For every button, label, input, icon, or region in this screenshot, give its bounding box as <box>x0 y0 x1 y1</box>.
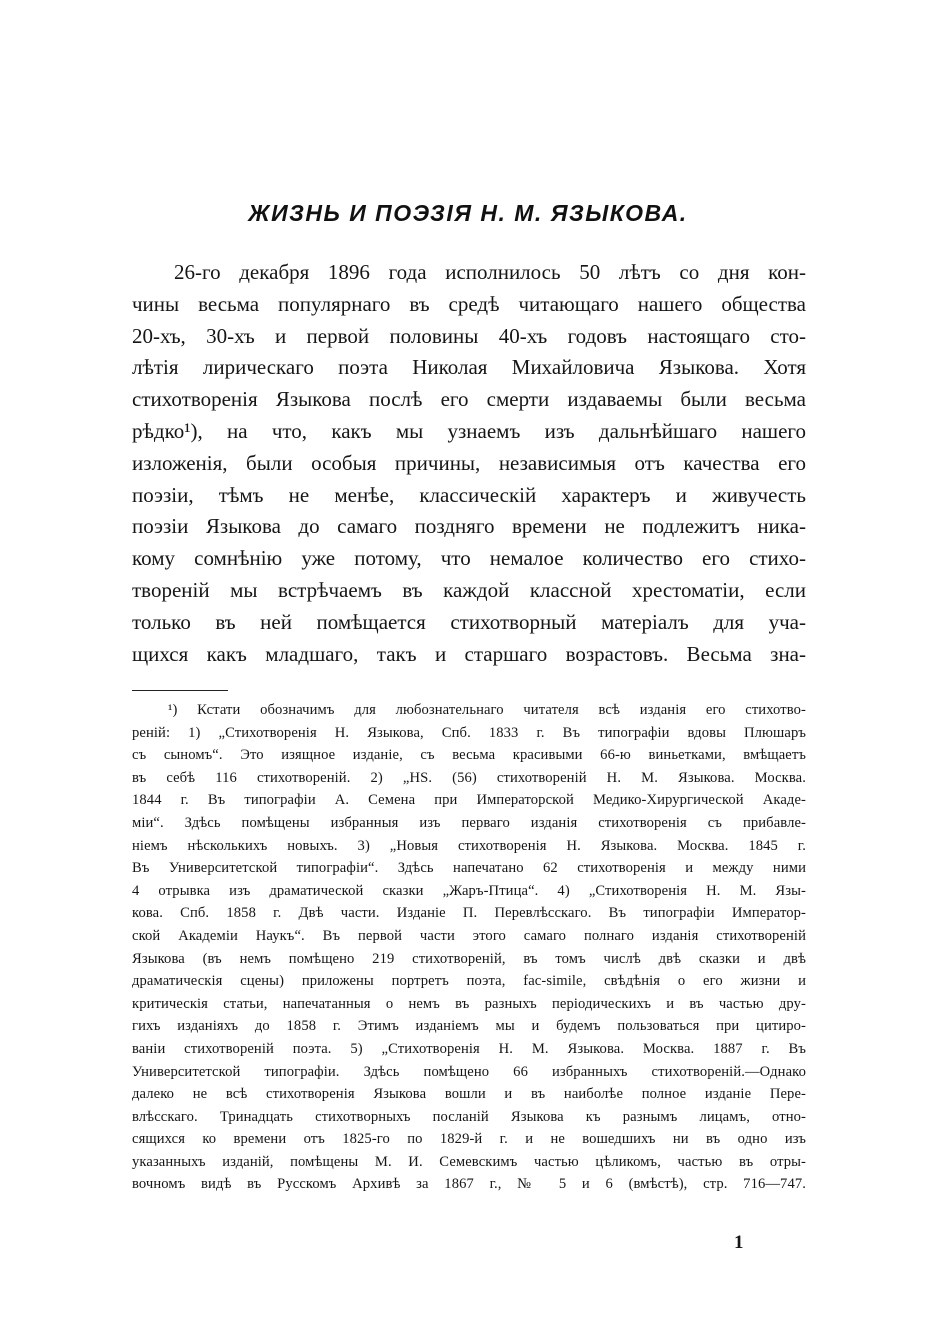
footnote-line: Въ Университетской типографіи“. Здѣсь напечатано 62 стихотворенія и между ними <box>132 860 806 877</box>
footnote-line: влѣсскаго. Тринадцать стихотворныхъ посланій Языкова къ разнымъ лицамъ, отно- <box>132 1108 806 1125</box>
page-number: 1 <box>734 1232 744 1253</box>
footnote-line: драматическія сцены) приложены портретъ поэта, fac-simile, свѣдѣнія о его жизни и <box>132 973 806 990</box>
footnote-line: сящихся ко времени отъ 1825-го по 1829-й г. и не вошедшихъ ни въ одно изъ <box>132 1131 806 1148</box>
footnote-line: міи“. Здѣсь помѣщены избранныя изъ перваго изданія стихотворенія съ прибавле- <box>132 814 806 831</box>
body-line: лѣтія лирическаго поэта Николая Михайловича Языкова. Хотя <box>132 355 806 380</box>
footnote-line: кова. Спб. 1858 г. Двѣ части. Изданіе П. Перевлѣсскаго. Въ типографіи Император- <box>132 905 806 922</box>
footnote-line: въ себѣ 116 стихотвореній. 2) „НS. (56) стихотвореній Н. М. Языкова. Москва. <box>132 769 806 786</box>
footnote-line: указанныхъ изданій, помѣщены М. И. Семевскимъ частью цѣликомъ, частью въ отры- <box>132 1153 806 1170</box>
footnote-line: съ сыномъ“. Это изящное изданіе, съ весьма красивыми 66-ю виньетками, вмѣщаетъ <box>132 747 806 764</box>
body-line: только въ ней помѣщается стихотворный матеріалъ для уча- <box>132 609 806 634</box>
body-line: 26-го декабря 1896 года исполнилось 50 лѣтъ со дня кон- <box>174 260 806 284</box>
footnote-line: 4 отрывка изъ драматической сказки „Жаръ-Птица“. 4) „Стихотворенія Н. М. Язы- <box>132 882 806 899</box>
footnote-line: Языкова (въ немъ помѣщено 219 стихотвореній, въ томъ числѣ двѣ сказки и двѣ <box>132 950 806 967</box>
footnote-line: реній: 1) „Стихотворенія Н. Языкова, Спб. 1833 г. Въ типографіи вдовы Плюшаръ <box>132 724 806 741</box>
footnote-line: ¹) Кстати обозначимъ для любознательнаго читателя всѣ изданія его стихотво- <box>168 702 806 718</box>
body-line: рѣдко¹), на что, какъ мы узнаемъ изъ дальнѣйшаго нашего <box>132 418 806 443</box>
footnote-line: критическія статьи, напечатанныя о немъ въ разныхъ періодическихъ и въ частью дру- <box>132 995 806 1012</box>
footnote-line: вочномъ видѣ въ Русскомъ Архивѣ за 1867 г., № 5 и 6 (вмѣстѣ), стр. 716—747. <box>132 1176 806 1193</box>
body-line: твореній мы встрѣчаемъ въ каждой классной хрестоматіи, если <box>132 577 806 602</box>
footnote-line: ваніи стихотвореній поэта. 5) „Стихотворенія Н. М. Языкова. Москва. 1887 г. Въ <box>132 1040 806 1057</box>
body-line: стихотворенія Языкова послѣ его смерти издаваемы были весьма <box>132 387 806 412</box>
footnote-line: ской Академіи Наукъ“. Въ первой части этого самаго полнаго изданія стихотвореній <box>132 927 806 944</box>
body-line: изложенія, были особыя причины, независимыя отъ качества его <box>132 450 806 475</box>
chapter-title: ЖИЗНЬ И ПОЭЗІЯ Н. М. ЯЗЫКОВА. <box>248 200 688 226</box>
body-line: поэзіи Языкова до самаго поздняго времени не подлежитъ ника- <box>132 514 806 539</box>
footnote-line: далеко не всѣ стихотворенія Языкова вошли и въ наиболѣе полное изданіе Пере- <box>132 1086 806 1103</box>
footnote-line: ніемъ нѣсколькихъ новыхъ. 3) „Новыя стихотворенія Н. Языкова. Москва. 1845 г. <box>132 837 806 854</box>
body-line: поэзіи, тѣмъ не менѣе, классическій характеръ и живучесть <box>132 482 806 507</box>
main-paragraph <box>132 257 806 670</box>
footnote-block <box>132 699 806 1196</box>
footnote-separator <box>132 690 228 691</box>
footnote-line: гихъ изданіяхъ до 1858 г. Этимъ изданіемъ мы и будемъ пользоваться при цитиро- <box>132 1018 806 1035</box>
footnote-line: Университетской типографіи. Здѣсь помѣщено 66 избранныхъ стихотвореній.—Однако <box>132 1063 806 1080</box>
body-line: щихся какъ младшаго, такъ и старшаго возрастовъ. Весьма зна- <box>132 641 806 666</box>
body-line: 20-хъ, 30-хъ и первой половины 40-хъ годовъ настоящаго сто- <box>132 323 806 348</box>
footnote-line: 1844 г. Въ типографіи А. Семена при Императорской Медико-Хирургической Акаде- <box>132 792 806 809</box>
body-line: чины весьма популярнаго въ средѣ читающаго нашего общества <box>132 291 806 316</box>
body-line: кому сомнѣнію уже потому, что немалое количество его стихо- <box>132 546 806 571</box>
